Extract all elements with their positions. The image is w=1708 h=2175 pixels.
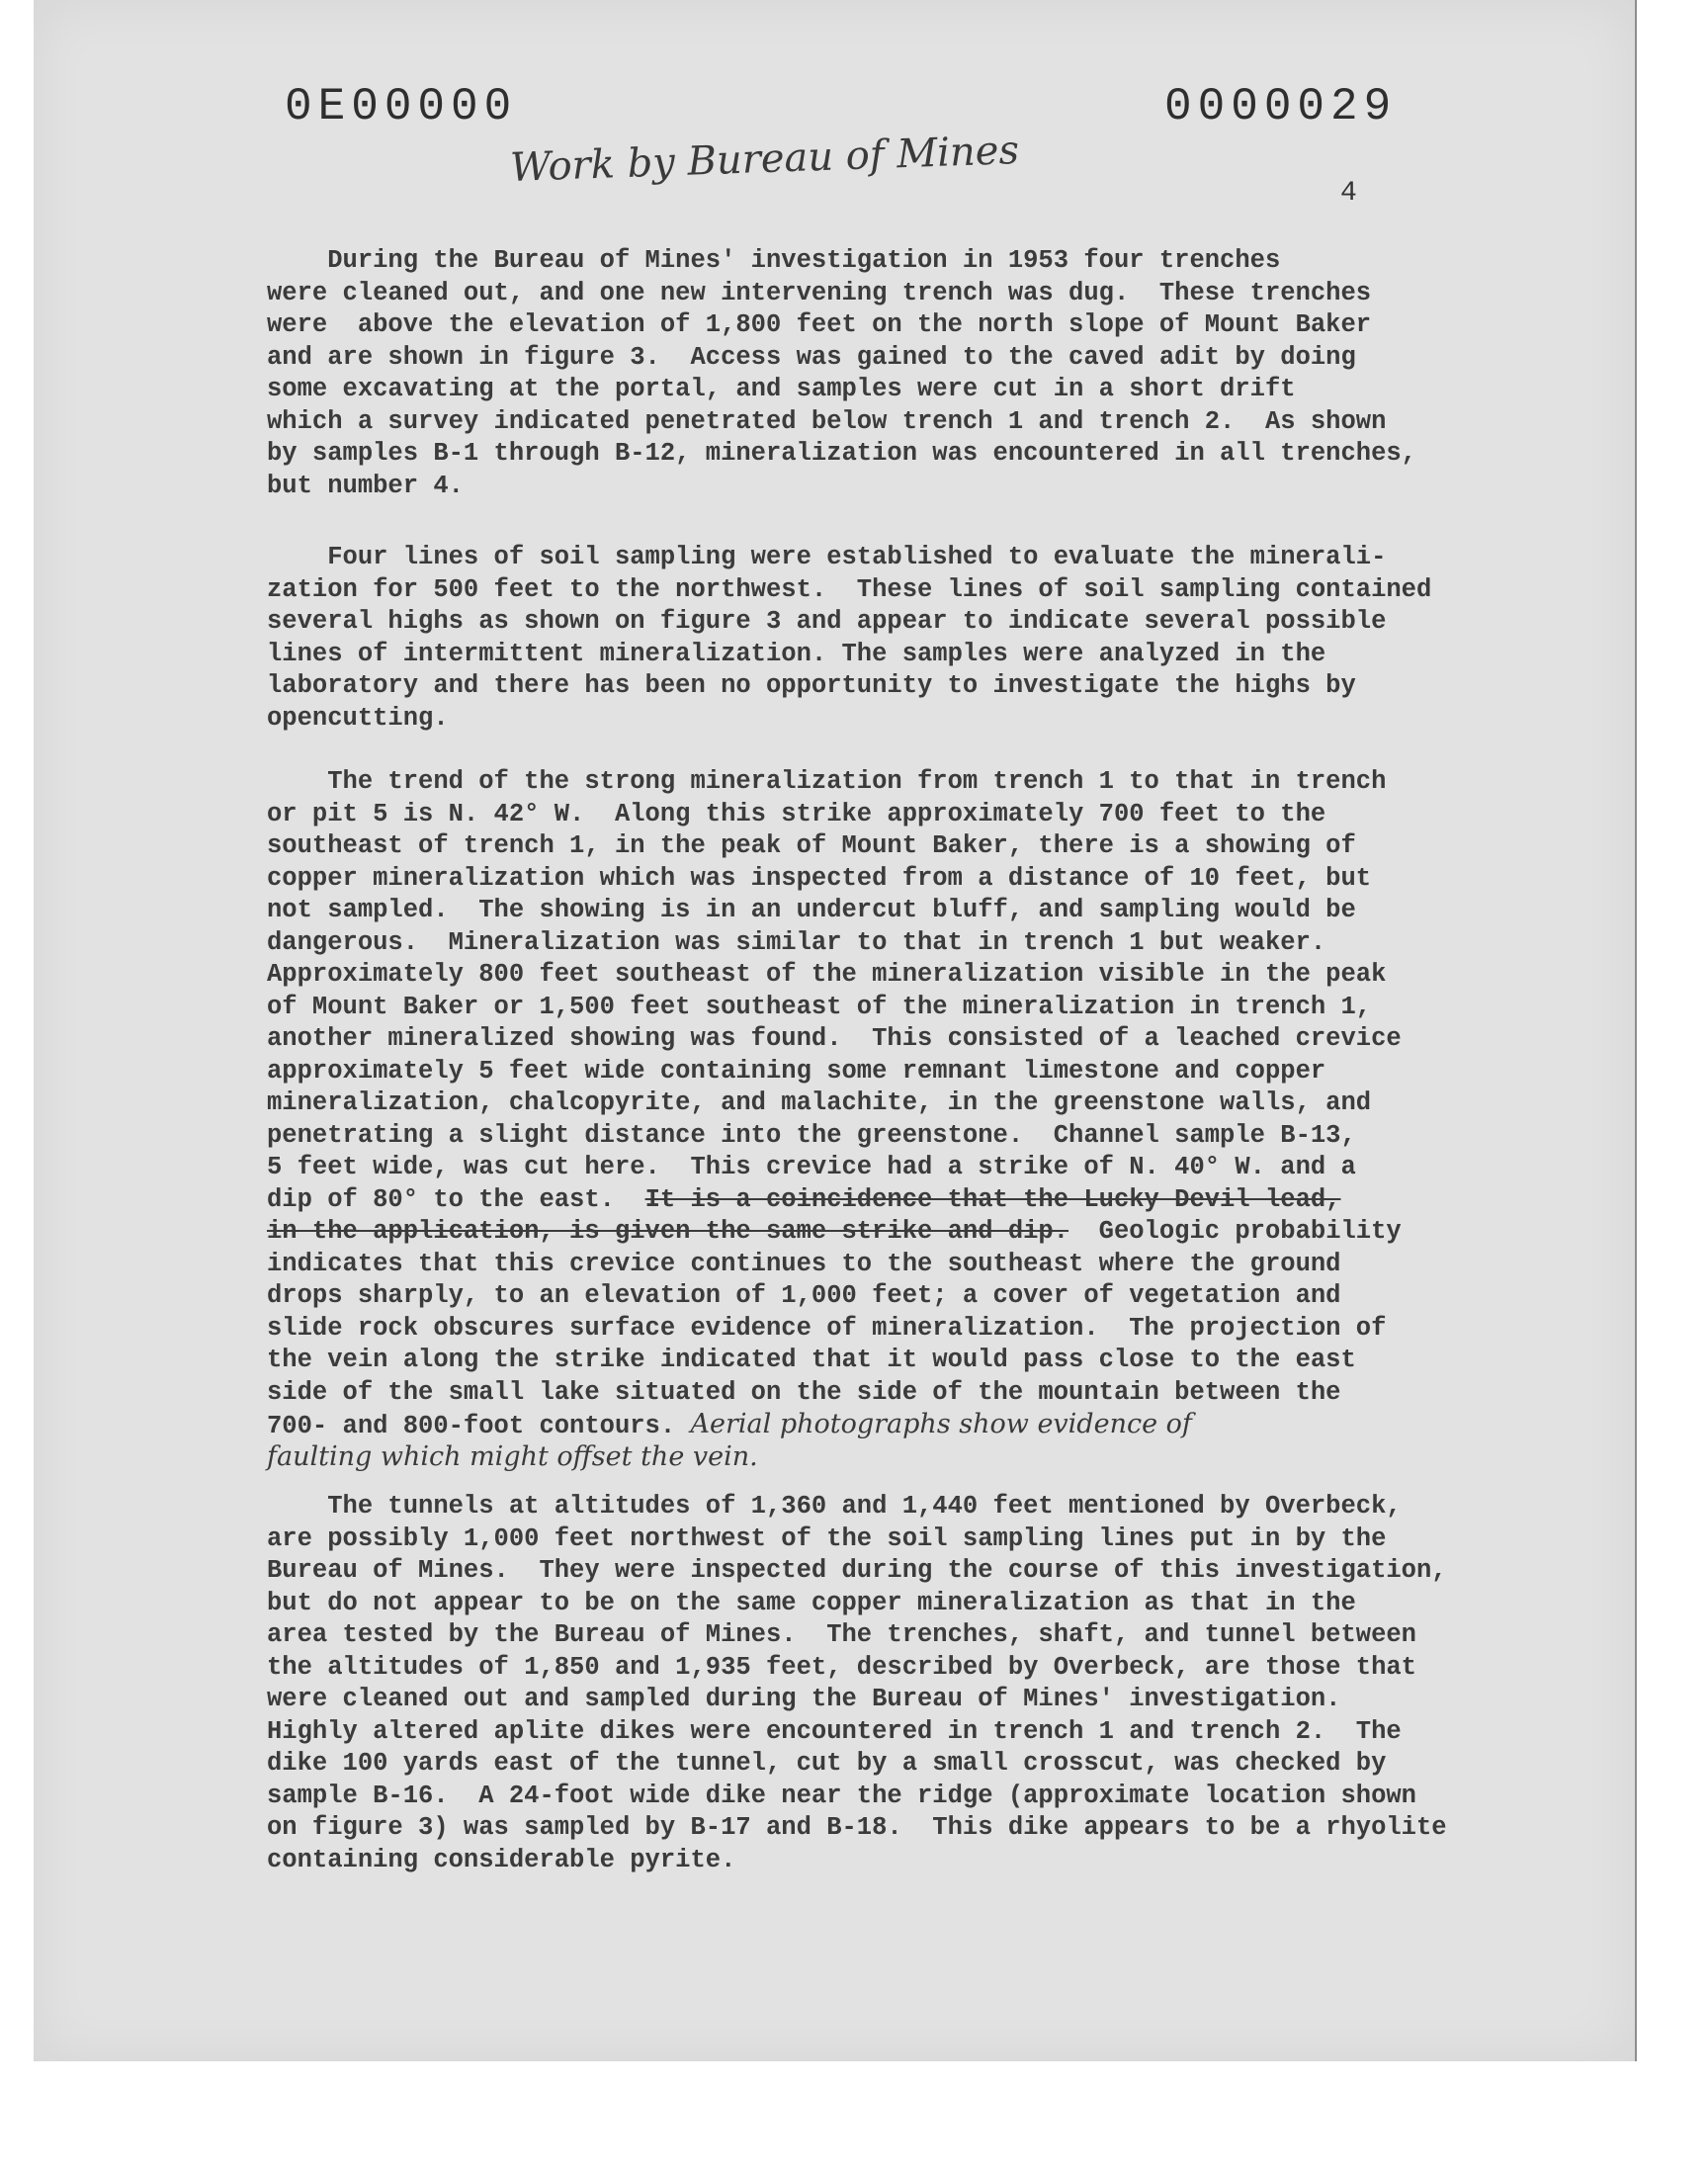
page-number: 4 — [1340, 178, 1357, 209]
paragraph-3-text-b: Geologic probability indicates that this crevice continues to the southeast where the ground drops sharply, to an elevation of 1,000 feet; a cover of vegetation and slide rock obscures surface evidence of mineralization. The projection of the vein along the strike indicated that it would pass close to the east side of the small lake situated on the side of the mountain between the 700- and 800-foot contours. — [267, 1217, 1402, 1440]
document-id-stamp-right: 0000029 — [1164, 81, 1398, 132]
handwritten-annotation-line-2: faulting which might offset the vein. — [267, 1441, 758, 1472]
paragraph-3 — [267, 766, 1552, 1443]
handwritten-title: Work by Bureau of Mines — [509, 128, 1020, 191]
paragraph-1: During the Bureau of Mines' investigation in 1953 four trenches were cleaned out, and one new intervening trench was dug. These trenches were above the elevation of 1,800 feet on the north slope of Mount Baker and are shown in figure 3. Access was gained to the caved adit by doing some excavating at the portal, and samples were cut in a short drift which a survey indicated penetrated below trench 1 and trench 2. As shown by samples B-1 through B-12, mineralization was encountered in all trenches, but number 4. — [267, 246, 1416, 500]
paragraph-4: The tunnels at altitudes of 1,360 and 1,440 feet mentioned by Overbeck, are possibly 1,000 feet northwest of the soil sampling lines put in by the Bureau of Mines. They were inspected during the course of this investigation, but do not appear to be on the same copper mineralization as that in the area tested by the Bureau of Mines. The trenches, shaft, and tunnel between the altitudes of 1,850 and 1,935 feet, described by Overbeck, are those that were cleaned out and sampled during the Bureau of Mines' investigation. Highly altered aplite dikes were encountered in trench 1 and trench 2. The dike 100 yards east of the tunnel, cut by a small crosscut, was checked by sample B-16. A 24-foot wide dike near the ridge (approximate location shown on figure 3) was sampled by B-17 and B-18. This dike appears to be a rhyolite containing considerable pyrite. — [267, 1492, 1447, 1874]
handwritten-annotation-line-1: Aerial photographs show evidence of — [690, 1409, 1192, 1439]
paragraph-2: Four lines of soil sampling were established to evaluate the minerali- zation for 500 feet to the northwest. These lines of soil sampling contained several highs as shown on figure 3 and appear to indicate several possible lines of intermittent mineralization. The samples were analyzed in the laboratory and there has been no opportunity to investigate the highs by opencutting. — [267, 543, 1432, 733]
document-id-stamp-left: 0E00000 — [285, 81, 518, 132]
struck-through-sentence: It is a coincidence that the Lucky Devil lead, in the application, is given the same strike and dip. — [267, 1184, 1341, 1246]
scan-margin — [0, 2076, 1708, 2175]
paragraph-3-text-a: The trend of the strong mineralization from trench 1 to that in trench or pit 5 is N. 42° W. Along this strike approximately 700 feet to the southeast of trench 1, in the peak of Mount Baker, there is a showing of copper mineralization which was inspected from a distance of 10 feet, but not sampled. The showing is in an undercut bluff, and sampling would be dangerous. Mineralization was similar to that in trench 1 but weaker. Approximately 800 feet southeast of the mineralization visible in the peak of Mount Baker or 1,500 feet southeast of the mineralization in trench 1, another mineralized showing was found. This consisted of a leached crevice approximately 5 feet wide containing some remnant limestone and copper mineralization, chalcopyrite, and malachite, in the greenstone walls, and penetrating a slight distance into the greenstone. Channel sample B-13, 5 feet wide, was cut here. This crevice had a strike of N. 40° W. and a dip of 80° to the east. — [267, 767, 1402, 1214]
